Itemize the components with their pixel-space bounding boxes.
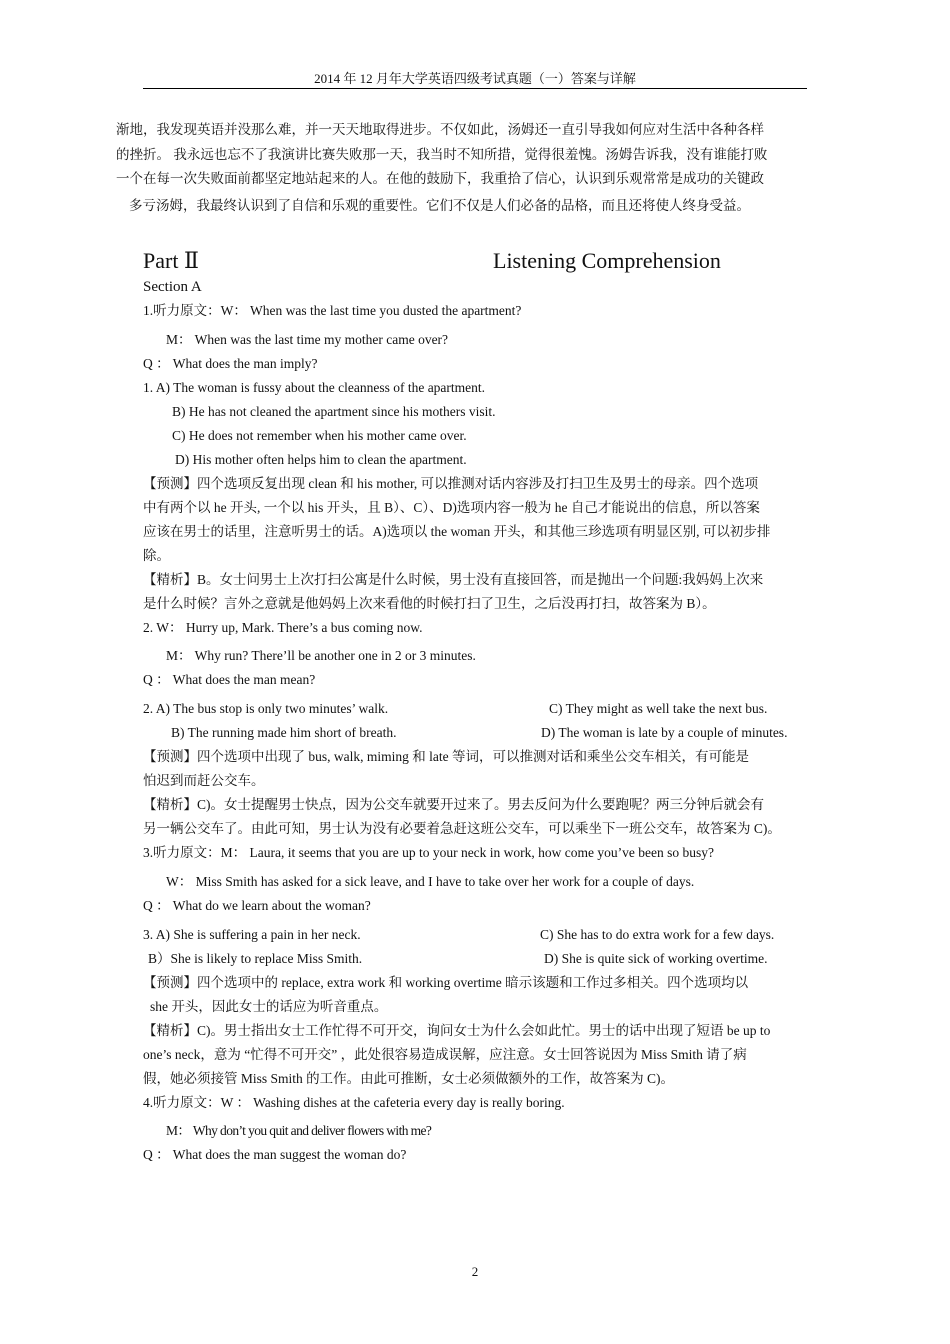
section-title: Section A (143, 279, 202, 295)
q1-option-b: B) He has not cleaned the apartment since his mothers visit. (172, 404, 496, 419)
q3-option-c: C) She has to do extra work for a few days. (540, 927, 775, 942)
q3-question: Q ： What do we learn about the woman? (143, 898, 371, 913)
q1-option-a: 1. A) The woman is fussy about the cleanness of the apartment. (143, 380, 486, 395)
q1-option-d: D) His mother often helps him to clean the apartment. (175, 452, 467, 467)
q3-analysis-line: 【精析】C)。男士指出女士工作忙得不可开交，询问女士为什么会如此忙。男士的话中出现了短语 be up to (143, 1023, 771, 1038)
q4-question: Q ： What does the man suggest the woman do? (143, 1147, 407, 1162)
q3-option-b: B）She is likely to replace Miss Smith. (148, 951, 363, 966)
q1-predict-line: 【预测】四个选项反复出现 clean 和 his mother, 可以推测对话内容涉及打扫卫生及男士的母亲。四个选项 (143, 476, 759, 491)
q3-option-d: D) She is quite sick of working overtime. (544, 951, 768, 966)
q4-woman-line: 4.听力原文：W ： Washing dishes at the cafeteria every day is really boring. (143, 1095, 565, 1110)
header-rule (143, 88, 807, 89)
q2-woman-line: 2. W： Hurry up, Mark. There’s a bus coming now. (143, 620, 423, 635)
q1-analysis-line: 是什么时候？言外之意就是他妈妈上次来看他的时候打扫了卫生，之后没再打扫，故答案为 B）。 (143, 596, 716, 611)
intro-line: 的挫折。 我永远也忘不了我演讲比赛失败那一天，我当时不知所措，觉得很羞愧。汤姆告诉我，没有谁能打败 (116, 147, 768, 162)
q4-man-line: M： Why don’t you quit and deliver flowers with me? (166, 1123, 432, 1138)
q1-option-c: C) He does not remember when his mother came over. (172, 428, 467, 443)
page-number: 2 (471, 1264, 479, 1279)
q1-man-line: M： When was the last time my mother came over? (166, 332, 449, 347)
q2-predict-line: 【预测】四个选项中出现了 bus, walk, miming 和 late 等词，可以推测对话和乘坐公交车相关，有可能是 (143, 749, 749, 764)
q2-analysis-line: 另一辆公交车了。由此可知，男士认为没有必要着急赶这班公交车，可以乘坐下一班公交车，故答案为 C)。 (143, 821, 781, 836)
q1-analysis-line: 【精析】B。女士问男士上次打扫公寓是什么时候，男士没有直接回答，而是抛出一个问题:我妈妈上次来 (143, 572, 764, 587)
intro-line: 多亏汤姆，我最终认识到了自信和乐观的重要性。它们不仅是人们必备的品格，而且还将使人终身受益。 (129, 198, 750, 213)
q1-predict-line: 中有两个以 he 开头, 一个以 his 开头，且 B）、C）、D)选项内容一般为 he 自己才能说出的信息，所以答案 (143, 500, 760, 515)
part-title: Listening Comprehension (493, 248, 721, 273)
q1-woman-line: 1.听力原文：W： When was the last time you dusted the apartment? (143, 303, 522, 318)
q3-predict-line: she 开头，因此女士的话应为听音重点。 (150, 999, 388, 1014)
q2-predict-line: 怕迟到而赶公交车。 (143, 773, 265, 788)
q3-man-line: 3.听力原文：M： Laura, it seems that you are up to your neck in work, how come you’ve been so busy? (143, 845, 715, 860)
q3-option-a: 3. A) She is suffering a pain in her neck. (143, 927, 361, 942)
intro-line: 渐地，我发现英语并没那么难，并一天天地取得进步。不仅如此，汤姆还一直引导我如何应对生活中各种各样 (116, 122, 764, 137)
q3-woman-line: W： Miss Smith has asked for a sick leave, and I have to take over her work for a couple of days. (166, 874, 695, 889)
part-label: Part Ⅱ (143, 248, 199, 273)
q3-predict-line: 【预测】四个选项中的 replace, extra work 和 working overtime 暗示该题和工作过多相关。四个选项均以 (143, 975, 749, 990)
q3-analysis-line: one’s neck，意为 “忙得不可开交” ，此处很容易造成误解，应注意。女士回答说因为 Miss Smith 请了病 (143, 1047, 747, 1062)
intro-line: 一个在每一次失败面前都坚定地站起来的人。在他的鼓励下，我重拾了信心，认识到乐观常常是成功的关键政 (116, 171, 764, 186)
q2-option-b: B) The running made him short of breath. (171, 725, 397, 740)
q2-question: Q ： What does the man mean? (143, 672, 316, 687)
q2-option-a: 2. A) The bus stop is only two minutes’ walk. (143, 701, 389, 716)
q2-option-d: D) The woman is late by a couple of minutes. (541, 725, 788, 740)
q2-option-c: C) They might as well take the next bus. (549, 701, 768, 716)
q3-analysis-line: 假，她必须接管 Miss Smith 的工作。由此可推断，女士必须做额外的工作，故答案为 C)。 (143, 1071, 675, 1086)
page-header: 2014 年 12 月年大学英语四级考试真题（一）答案与详解 (314, 71, 636, 86)
q1-predict-line: 除。 (143, 548, 170, 563)
q2-analysis-line: 【精析】C)。女士提醒男士快点，因为公交车就要开过来了。男去反问为什么要跑呢？两三分钟后就会有 (143, 797, 764, 812)
q2-man-line: M： Why run? There’ll be another one in 2 or 3 minutes. (166, 648, 476, 663)
q1-predict-line: 应该在男士的话里，注意听男士的话。A)选项以 the woman 开头，和其他三珍选项有明显区别, 可以初步排 (143, 524, 771, 539)
q1-question: Q ： What does the man imply? (143, 356, 318, 371)
